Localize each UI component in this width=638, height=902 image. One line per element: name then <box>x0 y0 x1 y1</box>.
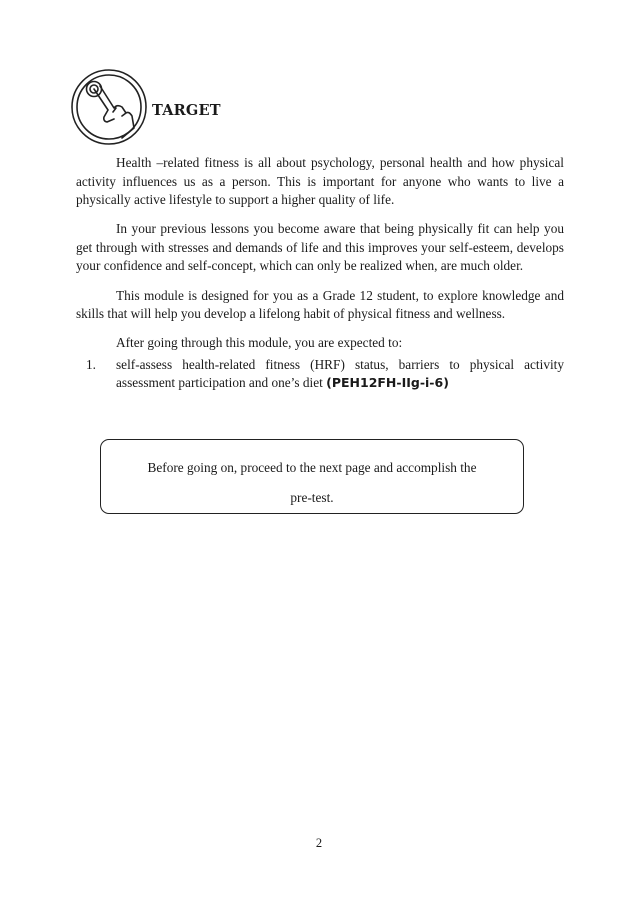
objective-number: 1. <box>86 356 96 372</box>
previous-lessons-paragraph: In your previous lessons you become aware that being physically fit can help you get through with stresses and demands of life and this improves your self-esteem, develops your confidence and self-concept, which can only be realized when, are much older. <box>76 221 564 274</box>
objective-text-block <box>116 356 564 393</box>
section-title: TARGET <box>152 102 221 119</box>
objective-text: self-assess health-related fitness (HRF) status, barriers to physical activity assessment participation and one’s diet <box>116 356 564 391</box>
module-purpose-paragraph: This module is designed for you as a Grade 12 student, to explore knowledge and skills that will help you develop a lifelong habit of physical fitness and wellness. <box>76 287 564 322</box>
intro-paragraph: Health –related fitness is all about psychology, personal health and how physical activity influences us as a person. This is important for anyone who wants to live a physically active lifestyle to support a higher quality of life. <box>76 155 564 208</box>
objective-item <box>86 356 564 393</box>
callout-line-2: pre-test. <box>290 490 334 505</box>
callout-line-1: Before going on, proceed to the next page and accomplish the <box>147 460 477 475</box>
pointing-hand-touch-icon <box>70 68 148 146</box>
competency-code: (PEH12FH-IIg-i-6) <box>326 375 449 391</box>
objectives-lead: After going through this module, you are expected to: <box>116 335 403 351</box>
page-number: 2 <box>315 836 323 850</box>
pretest-callout-box <box>100 439 524 514</box>
module-body <box>76 154 564 393</box>
objectives-list <box>76 356 564 393</box>
